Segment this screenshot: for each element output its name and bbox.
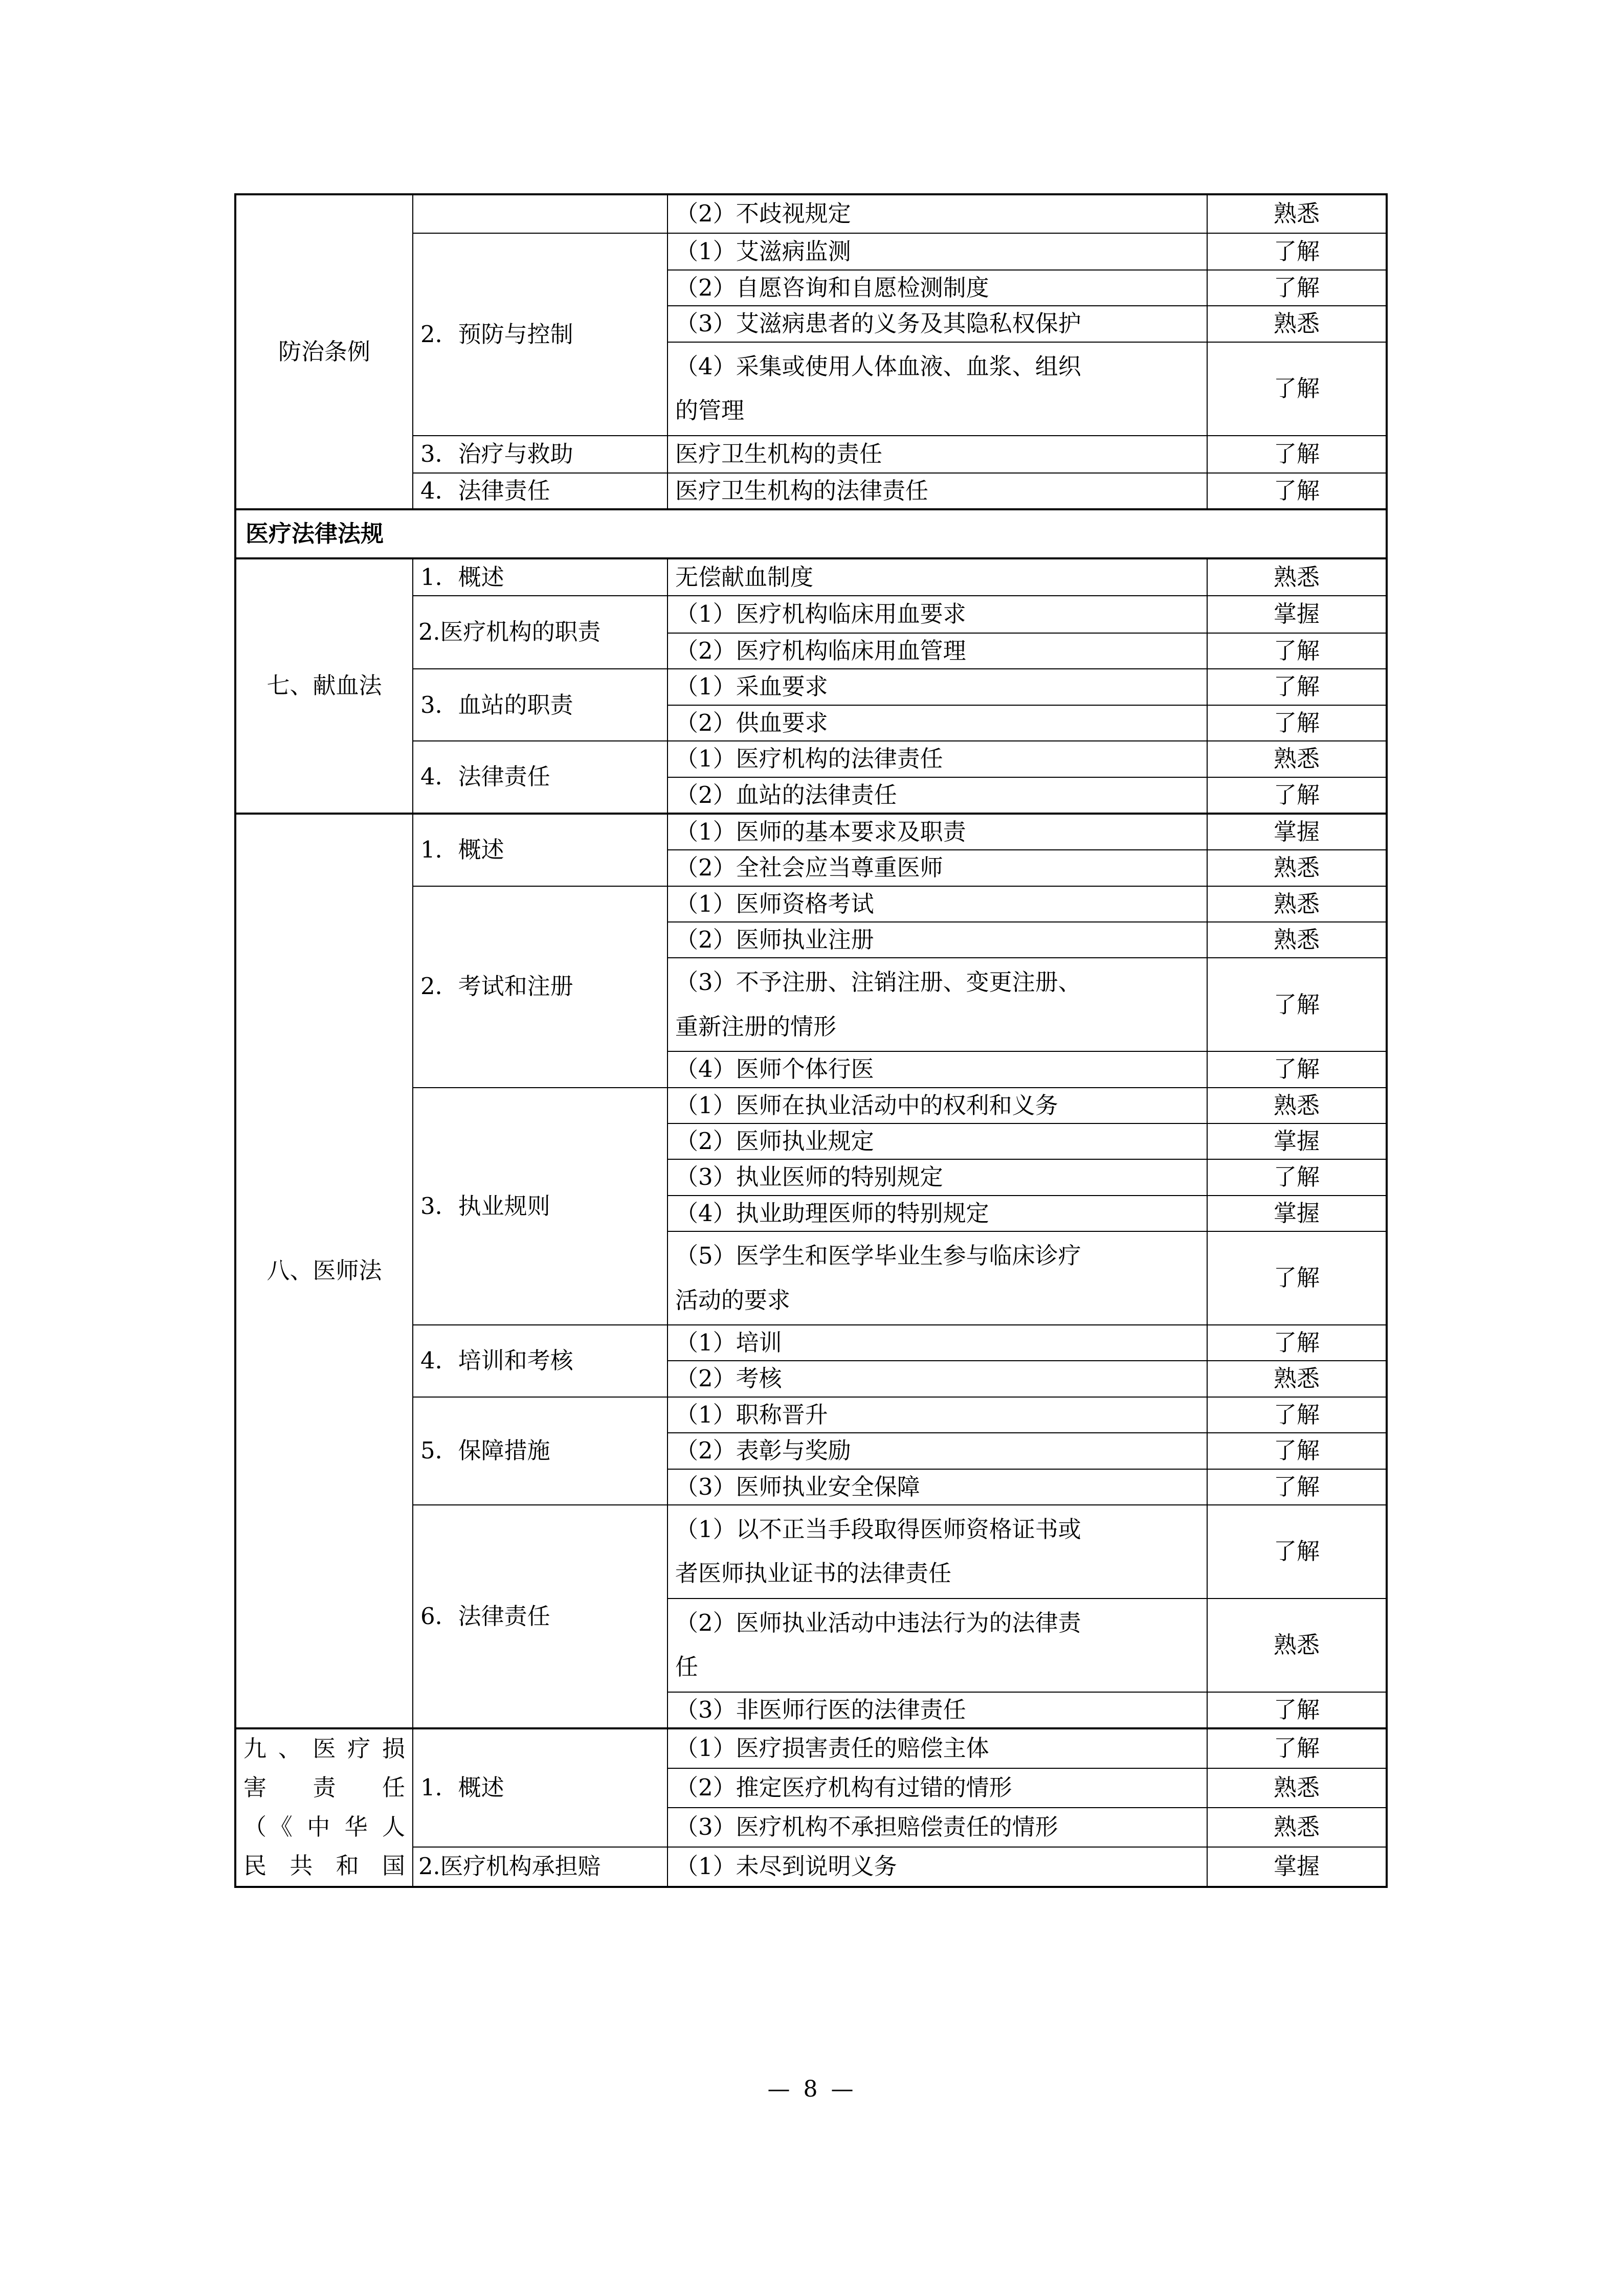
category-line: 民 共 和 国 — [243, 1852, 405, 1880]
level-cell: 了解 — [1207, 1051, 1387, 1087]
item-cell: （2）医师执业规定 — [668, 1123, 1207, 1159]
syllabus-table — [234, 193, 1388, 1888]
table-row — [235, 1728, 1387, 1768]
subsection-cell: 3．执业规则 — [413, 1088, 668, 1325]
category-cell: 八、医师法 — [235, 814, 413, 1728]
level-cell: 熟悉 — [1207, 558, 1387, 596]
subsection-cell: 2．考试和注册 — [413, 886, 668, 1088]
item-cell: （4）执业助理医师的特别规定 — [668, 1196, 1207, 1231]
level-cell: 熟悉 — [1207, 1088, 1387, 1123]
item-cell: （1）艾滋病监测 — [668, 233, 1207, 270]
level-cell: 熟悉 — [1207, 1808, 1387, 1847]
subsection-cell: 4．法律责任 — [413, 473, 668, 509]
level-cell: 掌握 — [1207, 1123, 1387, 1159]
level-cell: 了解 — [1207, 1505, 1387, 1599]
syllabus-table-wrapper — [234, 193, 1386, 1888]
item-cell: （3）医疗机构不承担赔偿责任的情形 — [668, 1808, 1207, 1847]
item-cell: （1）培训 — [668, 1325, 1207, 1361]
item-cell — [668, 1599, 1207, 1692]
subsection-cell: 4．培训和考核 — [413, 1325, 668, 1397]
item-cell: （2）全社会应当尊重医师 — [668, 850, 1207, 886]
item-line: （5）医学生和医学毕业生参与临床诊疗 — [675, 1242, 1081, 1270]
level-cell: 熟悉 — [1207, 1361, 1387, 1397]
item-cell — [668, 958, 1207, 1051]
table-row — [235, 558, 1387, 596]
level-cell: 熟悉 — [1207, 194, 1387, 233]
item-cell: （1）医师的基本要求及职责 — [668, 814, 1207, 850]
level-cell: 熟悉 — [1207, 850, 1387, 886]
level-cell: 了解 — [1207, 1325, 1387, 1361]
level-cell: 了解 — [1207, 777, 1387, 814]
category-line: （《中华人 — [243, 1813, 405, 1840]
item-cell: （2）表彰与奖励 — [668, 1433, 1207, 1469]
item-cell: 无偿献血制度 — [668, 558, 1207, 596]
item-cell: （1）医疗损害责任的赔偿主体 — [668, 1728, 1207, 1768]
item-cell: （2）考核 — [668, 1361, 1207, 1397]
subsection-cell: 4．法律责任 — [413, 741, 668, 814]
item-cell: （2）不歧视规定 — [668, 194, 1207, 233]
item-cell: （4）医师个体行医 — [668, 1051, 1207, 1087]
level-cell: 了解 — [1207, 1728, 1387, 1768]
level-cell: 了解 — [1207, 233, 1387, 270]
level-cell: 了解 — [1207, 473, 1387, 509]
level-cell: 了解 — [1207, 1159, 1387, 1195]
item-line: 任 — [675, 1653, 699, 1681]
category-cell — [235, 1728, 413, 1887]
level-cell: 了解 — [1207, 705, 1387, 741]
subsection-cell: 5．保障措施 — [413, 1397, 668, 1505]
subsection-cell: 1．概述 — [413, 1728, 668, 1847]
level-cell: 熟悉 — [1207, 886, 1387, 922]
subsection-cell: 1．概述 — [413, 814, 668, 886]
item-cell: （1）医疗机构的法律责任 — [668, 741, 1207, 777]
subsection-cell: 3．血站的职责 — [413, 669, 668, 741]
item-cell — [668, 1505, 1207, 1599]
level-cell: 了解 — [1207, 342, 1387, 436]
item-cell: （3）医师执业安全保障 — [668, 1469, 1207, 1505]
item-cell: （1）采血要求 — [668, 669, 1207, 705]
level-cell: 掌握 — [1207, 814, 1387, 850]
subsection-cell: 2.医疗机构承担赔 — [413, 1847, 668, 1887]
item-cell: （3）非医师行医的法律责任 — [668, 1692, 1207, 1728]
level-cell: 了解 — [1207, 1692, 1387, 1728]
level-cell: 熟悉 — [1207, 1599, 1387, 1692]
table-row — [235, 194, 1387, 233]
level-cell: 掌握 — [1207, 596, 1387, 633]
item-cell: 医疗卫生机构的责任 — [668, 436, 1207, 473]
item-cell: （2）自愿咨询和自愿检测制度 — [668, 270, 1207, 306]
subsection-cell: 1．概述 — [413, 558, 668, 596]
level-cell: 熟悉 — [1207, 922, 1387, 958]
subsection-cell: 6．法律责任 — [413, 1505, 668, 1728]
level-cell: 了解 — [1207, 669, 1387, 705]
item-cell: （3）执业医师的特别规定 — [668, 1159, 1207, 1195]
category-line: 九、医疗损 — [243, 1735, 405, 1762]
item-line: 活动的要求 — [675, 1286, 791, 1314]
item-cell: （2）推定医疗机构有过错的情形 — [668, 1768, 1207, 1808]
level-cell: 了解 — [1207, 1433, 1387, 1469]
subsection-cell: 3．治疗与救助 — [413, 436, 668, 473]
item-line: （1）以不正当手段取得医师资格证书或 — [675, 1515, 1081, 1543]
table-row — [235, 814, 1387, 850]
category-line: 害 责 任 — [243, 1774, 405, 1802]
level-cell: 了解 — [1207, 958, 1387, 1051]
item-cell: （1）未尽到说明义务 — [668, 1847, 1207, 1887]
subsection-cell — [413, 194, 668, 233]
page-number: — 8 — — [767, 2076, 857, 2102]
level-cell: 掌握 — [1207, 1847, 1387, 1887]
level-cell: 了解 — [1207, 436, 1387, 473]
level-cell: 掌握 — [1207, 1196, 1387, 1231]
item-line: 者医师执业证书的法律责任 — [675, 1560, 952, 1587]
item-cell: （1）医师在执业活动中的权利和义务 — [668, 1088, 1207, 1123]
item-cell: （2）医疗机构临床用血管理 — [668, 633, 1207, 669]
item-line: （4）采集或使用人体血液、血浆、组织 — [675, 352, 1081, 380]
level-cell: 了解 — [1207, 270, 1387, 306]
item-cell — [668, 342, 1207, 436]
subsection-cell: 2．预防与控制 — [413, 233, 668, 436]
level-cell: 了解 — [1207, 1231, 1387, 1325]
level-cell: 了解 — [1207, 1469, 1387, 1505]
item-cell: （1）职称晋升 — [668, 1397, 1207, 1433]
item-cell: （2）供血要求 — [668, 705, 1207, 741]
level-cell: 了解 — [1207, 1397, 1387, 1433]
category-cell: 七、献血法 — [235, 558, 413, 814]
level-cell: 熟悉 — [1207, 741, 1387, 777]
item-cell — [668, 1231, 1207, 1325]
level-cell: 了解 — [1207, 633, 1387, 669]
item-cell: （3）艾滋病患者的义务及其隐私权保护 — [668, 306, 1207, 342]
item-cell: （1）医疗机构临床用血要求 — [668, 596, 1207, 633]
item-cell: 医疗卫生机构的法律责任 — [668, 473, 1207, 509]
item-cell: （2）血站的法律责任 — [668, 777, 1207, 814]
item-cell: （2）医师执业注册 — [668, 922, 1207, 958]
level-cell: 熟悉 — [1207, 306, 1387, 342]
category-cell: 防治条例 — [235, 194, 413, 509]
item-line: 重新注册的情形 — [675, 1012, 837, 1040]
section-header-label: 医疗法律法规 — [235, 509, 1387, 558]
item-line: （2）医师执业活动中违法行为的法律责 — [675, 1609, 1081, 1636]
subsection-cell: 2.医疗机构的职责 — [413, 596, 668, 669]
item-line: （3）不予注册、注销注册、变更注册、 — [675, 969, 1081, 996]
item-line: 的管理 — [675, 397, 745, 424]
section-header-row — [235, 509, 1387, 558]
level-cell: 熟悉 — [1207, 1768, 1387, 1808]
item-cell: （1）医师资格考试 — [668, 886, 1207, 922]
